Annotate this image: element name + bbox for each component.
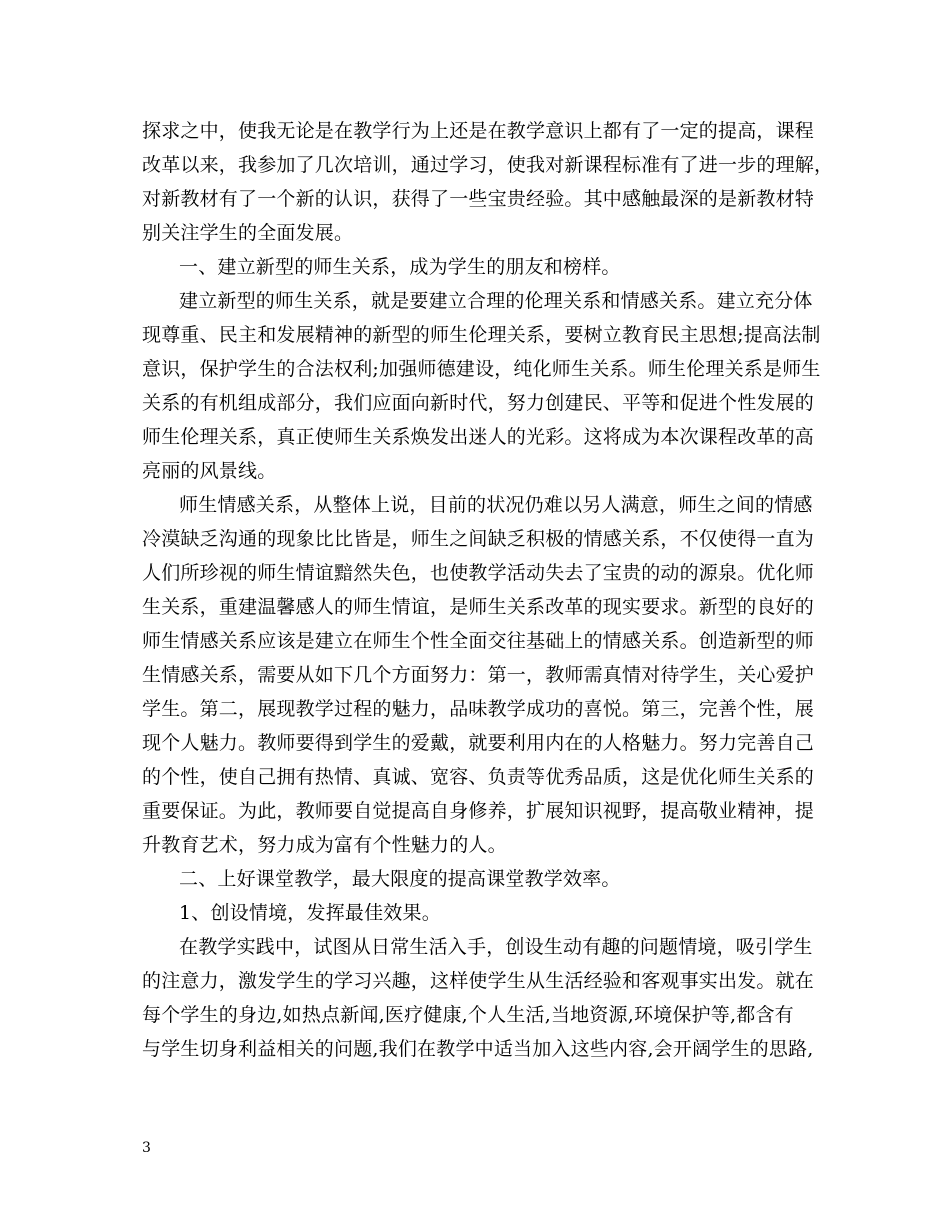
text-line: 建立新型的师生关系，就是要建立合理的伦理关系和情感关系。建立充分体: [179, 290, 813, 312]
text-line: 一、建立新型的师生关系，成为学生的朋友和榜样。: [179, 256, 621, 278]
text-line: 每个学生的身边,如热点新闻,医疗健康,个人生活,当地资源,环境保护等,都含有: [142, 1004, 794, 1026]
text-line: 1、创设情境，发挥最佳效果。: [179, 902, 441, 924]
text-line: 生关系，重建温馨感人的师生情谊，是师生关系改革的现实要求。新型的良好的: [142, 596, 815, 618]
paragraph: [142, 114, 834, 250]
paragraph: [142, 284, 822, 488]
paragraph: [142, 862, 822, 896]
text-line: 重要保证。为此，教师要自觉提高自身修养，扩展知识视野，提高敬业精神，提: [142, 800, 815, 822]
text-line: 改革以来，我参加了几次培训，通过学习，使我对新课程标准有了进一步的理解，: [142, 154, 834, 176]
text-line: 关系的有机组成部分，我们应面向新时代，努力创建民、平等和促进个性发展的: [142, 392, 815, 414]
text-line: 人们所珍视的师生情谊黯然失色，也使教学活动失去了宝贵的动的源泉。优化师: [142, 562, 815, 584]
text-line: 亮丽的风景线。: [142, 460, 277, 482]
text-line: 的个性，使自己拥有热情、真诚、宽容、负责等优秀品质，这是优化师生关系的: [142, 766, 815, 788]
paragraph: [142, 488, 822, 862]
paragraph: [142, 250, 822, 284]
text-line: 对新教材有了一个新的认识，获得了一些宝贵经验。其中感触最深的是新教材特: [142, 188, 815, 210]
text-line: 的注意力，激发学生的学习兴趣，这样使学生从生活经验和客观事实出发。就在: [142, 970, 815, 992]
paragraph: [142, 896, 822, 930]
text-line: 师生情感关系应该是建立在师生个性全面交往基础上的情感关系。创造新型的师: [142, 630, 815, 652]
text-line: 生情感关系，需要从如下几个方面努力：第一，教师需真情对待学生，关心爱护: [142, 664, 815, 686]
text-line: 现尊重、民主和发展精神的新型的师生伦理关系，要树立教育民主思想;提高法制: [142, 324, 821, 346]
text-line: 与学生切身利益相关的问题,我们在教学中适当加入这些内容,会开阔学生的思路,: [142, 1038, 814, 1060]
page-number: 3: [142, 1140, 151, 1156]
text-line: 学生。第二，展现教学过程的魅力，品味教学成功的喜悦。第三，完善个性，展: [142, 698, 815, 720]
text-line: 升教育艺术，努力成为富有个性魅力的人。: [142, 834, 507, 856]
text-line: 在教学实践中，试图从日常生活入手，创设生动有趣的问题情境，吸引学生: [179, 936, 813, 958]
text-line: 冷漠缺乏沟通的现象比比皆是，师生之间缺乏积极的情感关系，不仅使得一直为: [142, 528, 815, 550]
text-line: 师生情感关系，从整体上说，目前的状况仍难以另人满意，师生之间的情感: [179, 494, 813, 516]
text-line: 二、上好课堂教学，最大限度的提高课堂教学效率。: [179, 868, 621, 890]
document-body: [142, 114, 834, 1066]
text-line: 师生伦理关系，真正使师生关系焕发出迷人的光彩。这将成为本次课程改革的高: [142, 426, 815, 448]
text-line: 现个人魅力。教师要得到学生的爱戴，就要利用内在的人格魅力。努力完善自己: [142, 732, 815, 754]
text-line: 探求之中，使我无论是在教学行为上还是在教学意识上都有了一定的提高，课程: [142, 120, 815, 142]
text-line: 别关注学生的全面发展。: [142, 222, 354, 244]
text-line: 意识，保护学生的合法权利;加强师德建设，纯化师生关系。师生伦理关系是师生: [142, 358, 821, 380]
paragraph: [142, 930, 822, 1066]
